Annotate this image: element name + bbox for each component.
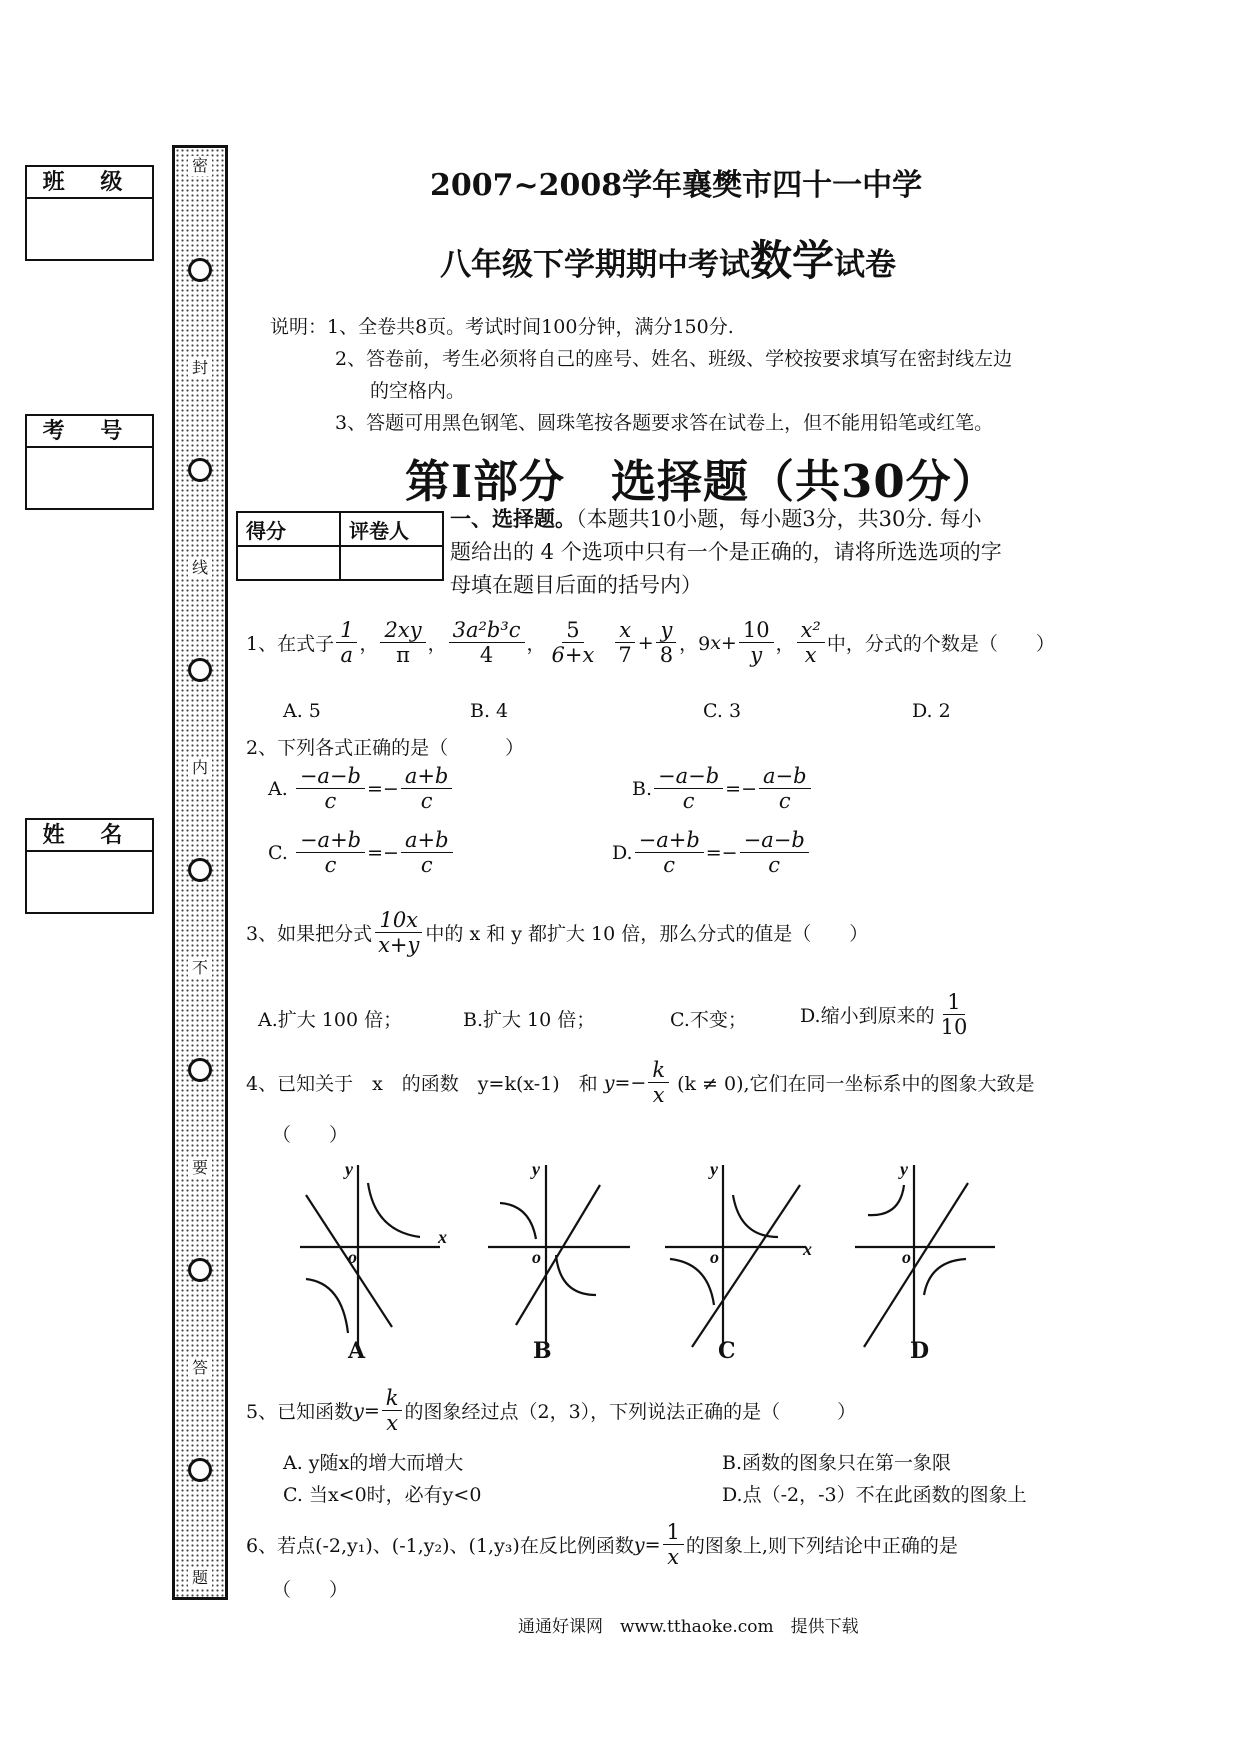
binding-hole-icon [188,1458,212,1482]
svg-text:x: x [803,1239,812,1259]
score-header: 得分 [237,512,340,546]
svg-text:o: o [902,1247,911,1267]
q4-prefix: 4、已知关于 x 的函数 y=k(x-1) 和 [246,1073,598,1096]
q1-prefix: 1、在式子 [246,633,335,656]
exam-title-line2 [440,228,896,288]
section-heading: 一、选择题。 [450,506,576,531]
section-text: 母填在题目后面的括号内） [450,573,702,597]
question-4: 4、已知关于 x 的函数 y=k(x-1) 和 y =− $\frac{k}{x}$ (k ≠ 0),它们在同一坐标系中的图象大致是 [246,1058,1035,1108]
binding-hole-icon [188,858,212,882]
q4-answer-paren: （ ） [272,1124,349,1146]
math-fraction: $\frac{-a+b}{c}$ [296,828,365,877]
seal-char: 线 [188,558,212,578]
title-part: 八年级下学期期中考试 [440,247,750,283]
seal-char: 内 [188,758,212,778]
name-field[interactable] [27,852,152,912]
seal-char: 题 [188,1568,212,1588]
score-cell[interactable] [237,546,340,580]
q1-suffix: 中，分式的个数是（ ） [826,633,1055,656]
seal-char: 答 [188,1358,212,1378]
q2-option-d[interactable]: D. $\frac{-a+b}{c}$ =− $\frac{-a-b}{c}$ [612,828,811,877]
math-fraction: $\frac{\text{3a²b³c}}{4}$ [449,618,525,667]
svg-text:y: y [900,1159,908,1179]
q4-suffix: (k ≠ 0),它们在同一坐标系中的图象大致是 [677,1073,1035,1096]
svg-text:y: y [710,1159,718,1179]
math-fraction: $\frac{x}{7}$ [614,618,635,667]
option-label: C. [268,841,288,864]
svg-text:o: o [532,1247,541,1267]
binding-hole-icon [188,458,212,482]
math-fraction: $\frac{a+b}{c}$ [401,764,453,813]
svg-text:x: x [438,1227,447,1247]
instruction-line: 说明：1、全卷共8页。考试时间100分钟，满分150分. [270,316,734,338]
q5-suffix: 的图象经过点（2，3），下列说法正确的是（ ） [404,1401,857,1424]
q5-prefix: 5、已知函数 [246,1401,354,1424]
section-instruction [450,503,982,535]
binding-hole-icon [188,658,212,682]
binding-hole-icon [188,1058,212,1082]
seal-char: 要 [188,1158,212,1178]
graph-d[interactable] [855,1165,995,1347]
class-box [25,165,154,261]
q3-option-b[interactable]: B.扩大 10 倍； [463,1009,596,1031]
question-2-stem: 2、下列各式正确的是（ ） [246,737,525,759]
math-fraction: $\frac{y}{8}$ [656,618,677,667]
score-table [236,511,444,581]
grader-header: 评卷人 [340,512,443,546]
exam-title-line1: 2007~2008学年襄樊市四十一中学 [430,168,923,203]
option-label: A. [268,777,288,800]
exam-number-field[interactable] [27,448,152,508]
section-text: 题给出的 4 个选项中只有一个是正确的，请将所选选项的字 [450,540,1002,564]
q3-prefix: 3、如果把分式 [246,923,373,946]
q6-answer-paren: （ ） [272,1579,349,1601]
q5-option-d[interactable]: D.点（-2，-3）不在此函数的图象上 [722,1484,1027,1506]
instruction-line: 3、答题可用黑色钢笔、圆珠笔按各题要求答在试卷上，但不能用铅笔或红笔。 [335,412,994,434]
q1-option-d[interactable]: D. 2 [912,700,951,722]
q3-suffix: 中的 x 和 y 都扩大 10 倍，那么分式的值是（ ） [425,923,869,946]
option-text: D.缩小到原来的 [800,1005,935,1028]
math-fraction: $\frac{1}{a}$ [336,618,357,667]
exam-number-box [25,414,154,510]
svg-text:o: o [710,1247,719,1267]
seal-strip [172,145,228,1600]
question-1: 1、在式子 $\frac{1}{a}$ ， $\frac{2xy}{\pi}$ ， $\frac{\text{3a²b³c}}{4}$ ， $\frac{5}{6+x}$ $\frac{x}{7}$ + $\frac{y}{8}$ ，9 x + $\frac{10}{y}$ ， $\frac{\text{x²}}{x}$ 中，分式的个数是（ ） [246,618,1055,668]
graph-label-d: D [910,1338,930,1364]
exam-number-label: 考 号 [27,416,152,448]
option-label: B. [632,777,653,800]
graph-c[interactable] [665,1165,806,1347]
name-label: 姓 名 [27,820,152,852]
q6-prefix: 6、若点(-2,y₁)、(-1,y₂)、(1,y₃)在反比例函数 [246,1535,634,1558]
q5-option-a[interactable]: A. y随x的增大而增大 [283,1452,464,1474]
graph-label-a: A [348,1338,366,1364]
math-fraction: $\frac{\text{x²}}{x}$ [797,618,825,667]
svg-text:y: y [532,1159,540,1179]
q6-suffix: 的图象上,则下列结论中正确的是 [685,1535,958,1558]
class-label: 班 级 [27,167,152,199]
instruction-line: 2、答卷前，考生必须将自己的座号、姓名、班级、学校按要求填写在密封线左边 [335,348,1013,370]
part-title: 第Ⅰ部分 选择题（共30分） [405,455,998,508]
svg-text:y: y [345,1159,353,1179]
title-part: 试卷 [834,247,897,283]
math-fraction: $\frac{10x}{x+y}$ [374,908,423,957]
q5-option-b[interactable]: B.函数的图象只在第一象限 [722,1452,952,1474]
footer-credit: 通通好课网 www.tthaoke.com 提供下载 [518,1617,859,1637]
seal-char: 封 [188,358,212,378]
q2-option-c[interactable]: C. $\frac{-a+b}{c}$ =− $\frac{a+b}{c}$ [268,828,455,877]
seal-char: 不 [188,958,212,978]
math-fraction: $\frac{-a-b}{c}$ [654,764,723,813]
math-fraction: $\frac{-a-b}{c}$ [740,828,809,877]
math-fraction: $\frac{a-b}{c}$ [759,764,811,813]
math-fraction: $\frac{-a-b}{c}$ [296,764,365,813]
math-fraction: $\frac{1}{10}$ [940,990,968,1040]
question-6: 6、若点(-2,y₁)、(-1,y₂)、(1,y₃)在反比例函数 y = $\frac{1}{x}$ 的图象上,则下列结论中正确的是 [246,1520,958,1570]
graph-label-c: C [718,1338,736,1364]
binding-hole-icon [188,1258,212,1282]
seal-char: 密 [188,156,212,176]
q2-option-a[interactable]: A. $\frac{-a-b}{c}$ =− $\frac{a+b}{c}$ [268,764,454,813]
section-text: （本题共10小题，每小题3分，共30分. 每小 [576,507,982,531]
q2-option-b[interactable]: B. $\frac{-a-b}{c}$ =− $\frac{a-b}{c}$ [632,764,813,813]
graph-a[interactable] [300,1165,440,1345]
question-5: 5、已知函数 y = $\frac{k}{x}$ 的图象经过点（2，3），下列说法正确的是（ ） [246,1386,857,1436]
q5-option-c[interactable]: C. 当x<0时，必有y<0 [283,1484,482,1506]
q1-option-a[interactable]: A. 5 [283,700,321,722]
instruction-line: 的空格内。 [370,380,466,402]
math-fraction: $\frac{2xy}{\pi}$ [380,618,425,667]
question-3 [246,908,868,957]
math-fraction: $\frac{10}{y}$ [739,618,774,667]
svg-text:o: o [348,1247,357,1267]
option-label: D. [612,841,633,864]
math-fraction: $\frac{5}{6+x}$ [551,618,595,668]
math-fraction: $\frac{a+b}{c}$ [401,828,453,877]
q3-option-c[interactable]: C.不变； [670,1009,747,1031]
grader-cell[interactable] [340,546,443,580]
graph-label-b: B [533,1338,552,1364]
title-subject: 数学 [750,236,835,285]
class-field[interactable] [27,199,152,259]
math-fraction: $\frac{1}{x}$ [663,1520,684,1569]
q3-option-d[interactable] [800,990,973,1039]
q1-option-b[interactable]: B. 4 [470,700,509,722]
graph-b[interactable] [488,1165,630,1345]
q1-option-c[interactable]: C. 3 [703,700,742,722]
math-fraction: $\frac{k}{x}$ [648,1058,669,1107]
name-box [25,818,154,914]
math-fraction: $\frac{k}{x}$ [382,1386,403,1435]
math-fraction: $\frac{-a+b}{c}$ [635,828,704,877]
q3-option-a[interactable]: A.扩大 100 倍； [258,1009,403,1031]
binding-hole-icon [188,258,212,282]
q4-graphs [290,1155,1190,1380]
